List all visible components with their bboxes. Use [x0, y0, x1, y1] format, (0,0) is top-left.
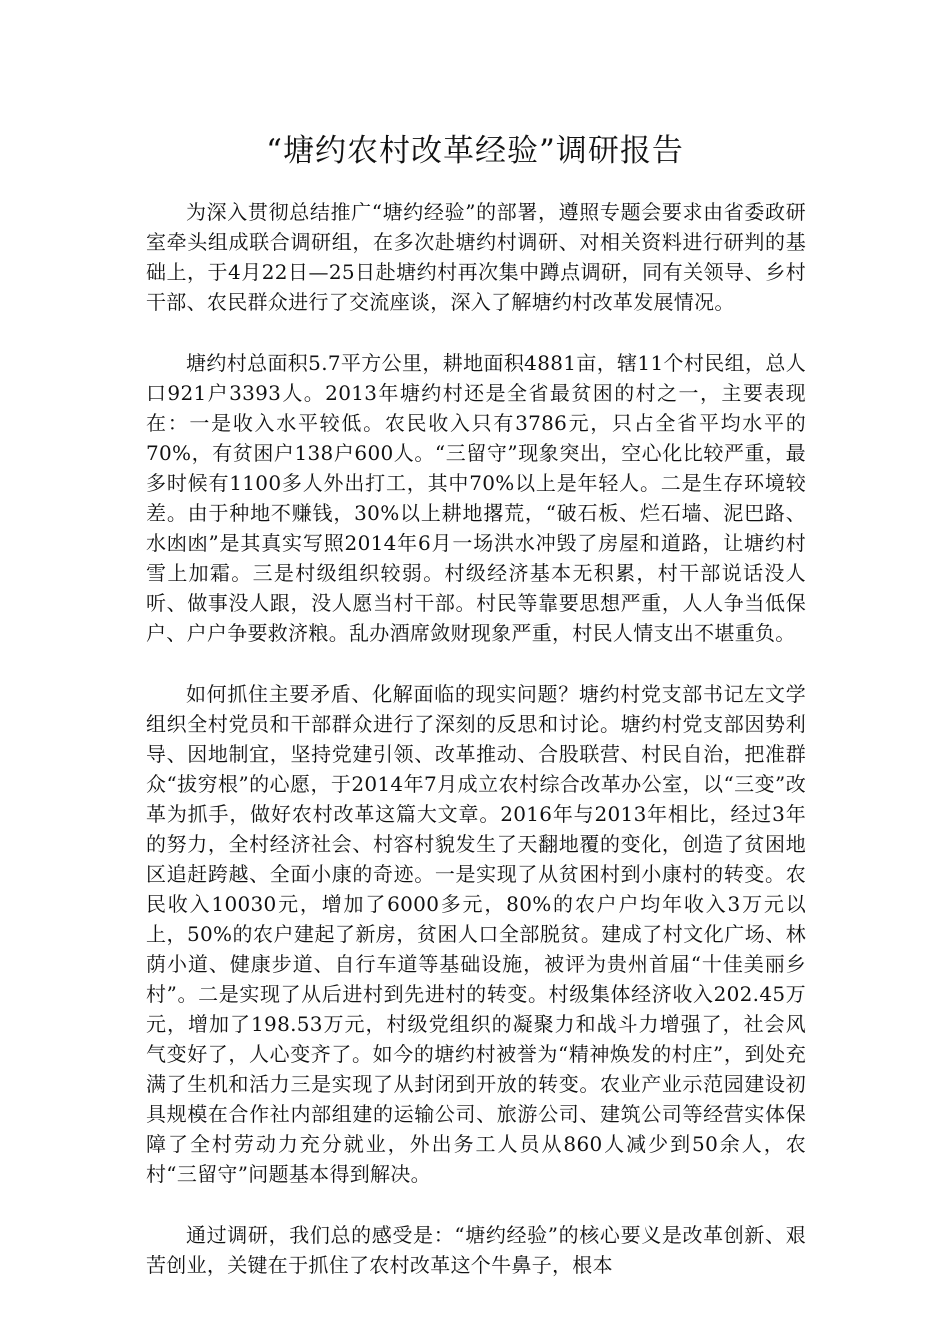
paragraph-intro: 为深入贯彻总结推广“塘约经验”的部署，遵照专题会要求由省委政研室牵头组成联合调研组，在多次赴塘约村调研、对相关资料进行研判的基础上，于4月22日—25日赴塘约村再次集中蹲点调研，同有关领导、乡村干部、农民群众进行了交流座谈，深入了解塘约村改革发展情况。	[146, 200, 806, 314]
paragraph-background: 塘约村总面积5.7平方公里，耕地面积4881亩，辖11个村民组，总人口921户3393人。2013年塘约村还是全省最贫困的村之一，主要表现在：一是收入水平较低。农民收入只有3786元，只占全省平均水平的70%，有贫困户138户600人。“三留守”现象突出，空心化比较严重，最多时候有1100多人外出打工，其中70%以上是年轻人。二是生存环境较差。由于种地不赚钱，30%以上耕地撂荒，“破石板、烂石墙、泥巴路、水凼凼”是其真实写照2014年6月一场洪水冲毁了房屋和道路，让塘约村雪上加霜。三是村级组织较弱。村级经济基本无积累，村干部说话没人听、做事没人跟，没人愿当村干部。村民等靠要思想严重，人人争当低保户、户户争要救济粮。乱办酒席敛财现象严重，村民人情支出不堪重负。	[146, 351, 806, 645]
paragraph-conclusion: 通过调研，我们总的感受是：“塘约经验”的核心要义是改革创新、艰苦创业，关键在于抓住了农村改革这个牛鼻子，根本	[146, 1223, 806, 1277]
paragraph-reform: 如何抓住主要矛盾、化解面临的现实问题？塘约村党支部书记左文学组织全村党员和干部群众进行了深刻的反思和讨论。塘约村党支部因势利导、因地制宜，坚持党建引领、改革推动、合股联营、村民自治，把准群众“拔穷根”的心愿，于2014年7月成立农村综合改革办公室，以“三变”改革为抓手，做好农村改革这篇大文章。2016年与2013年相比，经过3年的努力，全村经济社会、村容村貌发生了天翻地覆的变化，创造了贫困地区追赶跨越、全面小康的奇迹。一是实现了从贫困村到小康村的转变。农民收入10030元，增加了6000多元，80%的农户户均年收入3万元以上，50%的农户建起了新房，贫困人口全部脱贫。建成了村文化广场、林荫小道、健康步道、自行车道等基础设施，被评为贵州首届“十佳美丽乡村”。二是实现了从后进村到先进村的转变。村级集体经济收入202.45万元，增加了198.53万元，村级党组织的凝聚力和战斗力增强了，社会风气变好了，人心变齐了。如今的塘约村被誉为“精神焕发的村庄”，到处充满了生机和活力三是实现了从封闭到开放的转变。农业产业示范园建设初具规模在合作社内部组建的运输公司、旅游公司、建筑公司等经营实体保障了全村劳动力充分就业，外出务工人员从860人减少到50余人，农村“三留守”问题基本得到解决。	[146, 682, 806, 1186]
document-title: “塘约农村改革经验”调研报告	[266, 133, 684, 169]
document-body	[146, 197, 806, 1311]
